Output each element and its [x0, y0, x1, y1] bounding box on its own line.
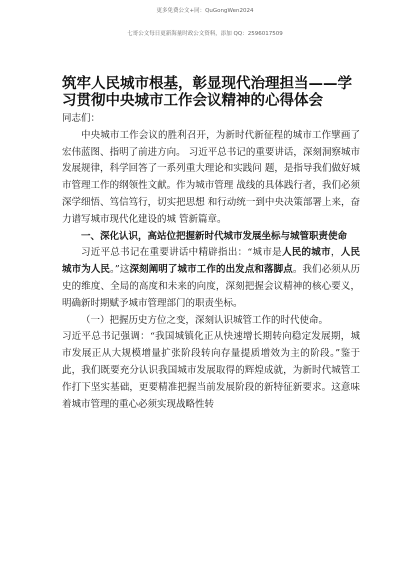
header-notice: 七哥公文每日更新海量时政公文资料，添加 QQ：2596017509	[127, 31, 283, 37]
intro-paragraph: 中央城市工作会议的胜利召开，为新时代新征程的城市工作擘画了宏伟蓝图、指明了前进方向。 习近平总书记的重要讲话，深刻洞察城市发展规律，科学回答了一系列重大理论和实践问 题，是指导我们做好城市管理工作的纲领性文献。作为城市管理 战线的具体践行者，我们必须深学细悟、笃信笃行，切实把思想 和行动统一到中央决策部署上来，奋力谱写城市现代化建设的城 管新篇章。	[62, 129, 360, 225]
quote-bold-1: 人民的城市	[281, 247, 331, 259]
quote-sep-2: 。”这	[110, 264, 130, 276]
document-title	[62, 76, 362, 110]
title-bold-part: 筑牢人民城市根基	[62, 76, 178, 92]
salutation: 同志们：	[62, 113, 101, 124]
quote-lead: 习近平总书记在重要讲话中精辟指出：“城市是	[81, 247, 282, 259]
document-body	[62, 111, 360, 413]
quote-bold-3: 深刻阐明了城市工作的出发点和落脚点	[129, 264, 293, 276]
title-rest: ，彰显现代治理担当——学习贯彻中央城市工作会议精神的心得体会	[62, 76, 352, 109]
top-promo-text: 更多免费公文+同：QuGongWen2024	[156, 8, 254, 14]
section-paragraph	[62, 245, 360, 312]
quote-bold-2: 人民城市为人民	[62, 247, 360, 276]
quote-sep-1: ，	[330, 247, 341, 259]
subsection-heading: （一）把握历史方位之变，深刻认识城管工作的时代使命。	[81, 314, 329, 326]
section-heading: 一、深化认识，高站位把握新时代城市发展坐标与城管职责使命	[81, 230, 348, 242]
quote-tail: 。我们必须从历史的维度、全局的高度和未来的向度，深刻把握会议精神的核心要义，明确新时期赋予城市管理部门的职责坐标。	[62, 264, 360, 309]
subsection-paragraph: 习近平总书记强调：“我国城镇化正从快速增长期转向稳定发展期，城市发展正从大规模增量扩张阶段转向存量提质增效为主的阶段。”鉴于此，我们既要充分认识我国城市发展取得的辉煌成就，为新时代城管工作打下坚实基础，更要精准把握当前发展阶段的新特征新要求。这意味着城市管理的重心必须实现战略性转	[62, 331, 360, 410]
